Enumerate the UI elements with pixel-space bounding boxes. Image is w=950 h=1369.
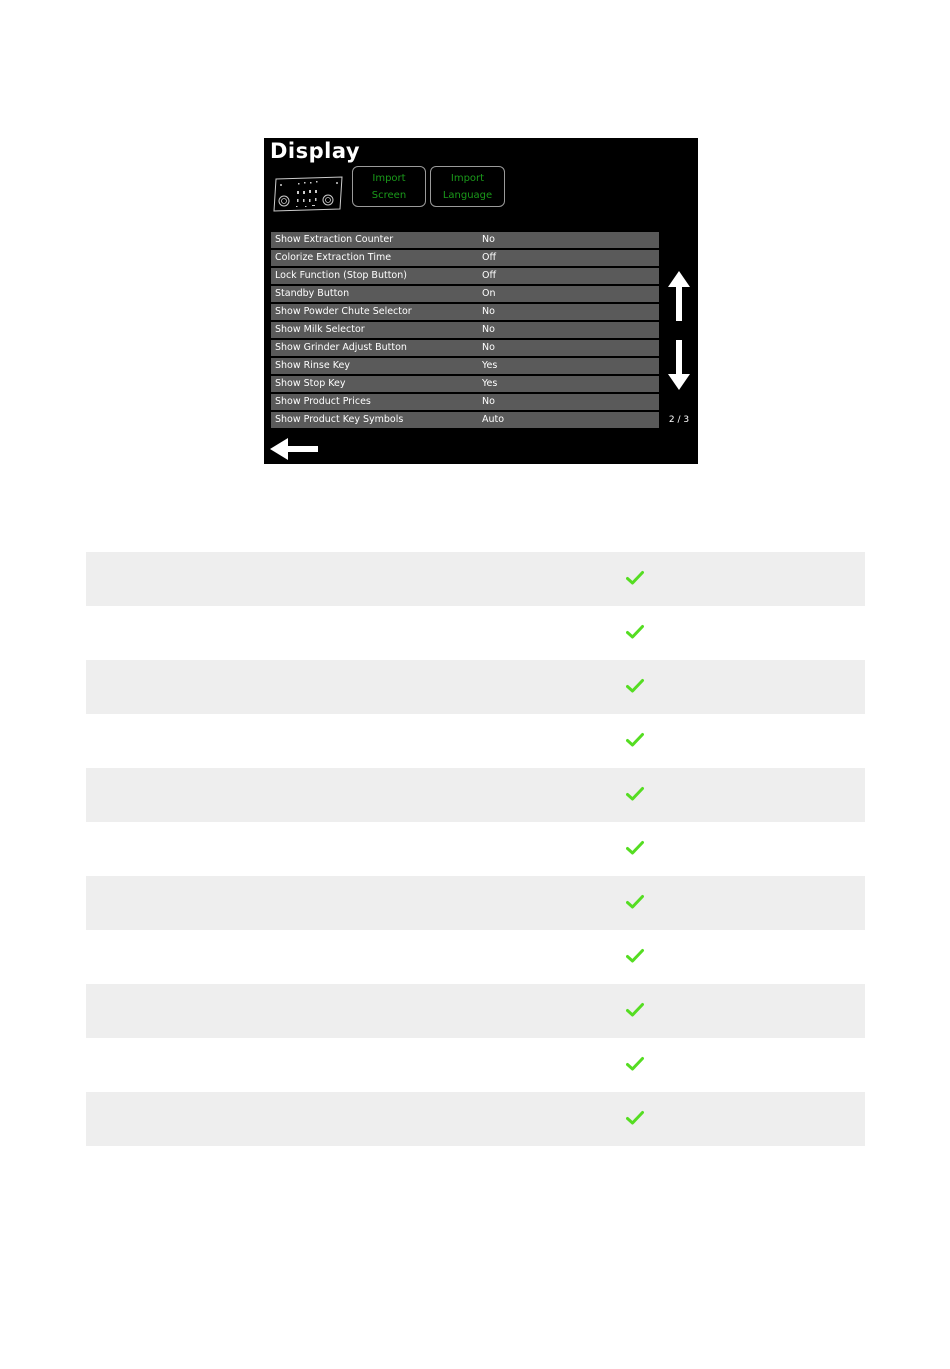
- setting-label: Show Grinder Adjust Button: [275, 342, 407, 353]
- setting-value: No: [482, 324, 495, 335]
- setting-row-product-prices[interactable]: [271, 394, 659, 410]
- setting-row-product-key-symbols[interactable]: [271, 412, 659, 428]
- setting-label: Colorize Extraction Time: [275, 252, 392, 263]
- coffee-machine-panel-icon: [272, 173, 344, 213]
- checklist-row: [86, 984, 865, 1038]
- checkmark-icon: [626, 1110, 644, 1126]
- arrow-down-icon[interactable]: [667, 340, 691, 390]
- checkmark-icon: [626, 732, 644, 748]
- checkmark-icon: [626, 570, 644, 586]
- setting-row-standby-button[interactable]: [271, 286, 659, 302]
- checklist-row: [86, 1092, 865, 1146]
- checklist-row: [86, 606, 865, 660]
- screen-title: Display: [270, 139, 361, 163]
- checklist-table: [86, 552, 865, 1146]
- import-language-button[interactable]: [430, 166, 505, 207]
- import-screen-label-line1: Import: [372, 173, 406, 184]
- checklist-row: [86, 876, 865, 930]
- setting-row-lock-function[interactable]: [271, 268, 659, 284]
- setting-label: Show Rinse Key: [275, 360, 350, 371]
- page-indicator: 2 / 3: [668, 415, 690, 425]
- setting-value: Off: [482, 252, 497, 263]
- setting-value: Off: [482, 270, 497, 281]
- setting-label: Show Milk Selector: [275, 324, 365, 335]
- setting-label: Show Product Prices: [275, 396, 371, 407]
- setting-label: Show Product Key Symbols: [275, 414, 404, 425]
- setting-label: Show Extraction Counter: [275, 234, 394, 245]
- checkmark-icon: [626, 1056, 644, 1072]
- setting-row-stop-key[interactable]: [271, 376, 659, 392]
- checkmark-icon: [626, 624, 644, 640]
- setting-row-grinder-adjust-button[interactable]: [271, 340, 659, 356]
- import-screen-button[interactable]: [352, 166, 426, 207]
- checklist-row: [86, 930, 865, 984]
- setting-value: Auto: [482, 414, 505, 425]
- import-screen-label-line2: Screen: [371, 190, 407, 201]
- checklist-row: [86, 822, 865, 876]
- machine-display-screen: [264, 138, 698, 464]
- setting-row-powder-chute-selector[interactable]: [271, 304, 659, 320]
- setting-row-rinse-key[interactable]: [271, 358, 659, 374]
- setting-label: Lock Function (Stop Button): [275, 270, 407, 281]
- import-language-label-line2: Language: [442, 190, 493, 201]
- setting-row-milk-selector[interactable]: [271, 322, 659, 338]
- checkmark-icon: [626, 948, 644, 964]
- checkmark-icon: [626, 678, 644, 694]
- setting-value: Yes: [482, 378, 498, 389]
- checklist-row: [86, 768, 865, 822]
- setting-row-colorize-extraction-time[interactable]: [271, 250, 659, 266]
- checkmark-icon: [626, 786, 644, 802]
- checklist-row: [86, 714, 865, 768]
- import-language-label-line1: Import: [450, 173, 485, 184]
- setting-value: No: [482, 234, 495, 245]
- setting-row-extraction-counter[interactable]: [271, 232, 659, 248]
- arrow-left-icon[interactable]: [270, 438, 318, 460]
- checkmark-icon: [626, 840, 644, 856]
- checklist-row: [86, 660, 865, 714]
- checkmark-icon: [626, 1002, 644, 1018]
- setting-label: Standby Button: [275, 288, 350, 299]
- setting-value: No: [482, 342, 495, 353]
- setting-value: No: [482, 306, 495, 317]
- checklist-row: [86, 552, 865, 606]
- setting-label: Show Powder Chute Selector: [275, 306, 412, 317]
- setting-value: Yes: [482, 360, 498, 371]
- checklist-row: [86, 1038, 865, 1092]
- setting-label: Show Stop Key: [275, 378, 346, 389]
- setting-value: No: [482, 396, 495, 407]
- settings-list: [271, 232, 659, 430]
- setting-value: On: [482, 288, 496, 299]
- arrow-up-icon[interactable]: [667, 271, 691, 321]
- checkmark-icon: [626, 894, 644, 910]
